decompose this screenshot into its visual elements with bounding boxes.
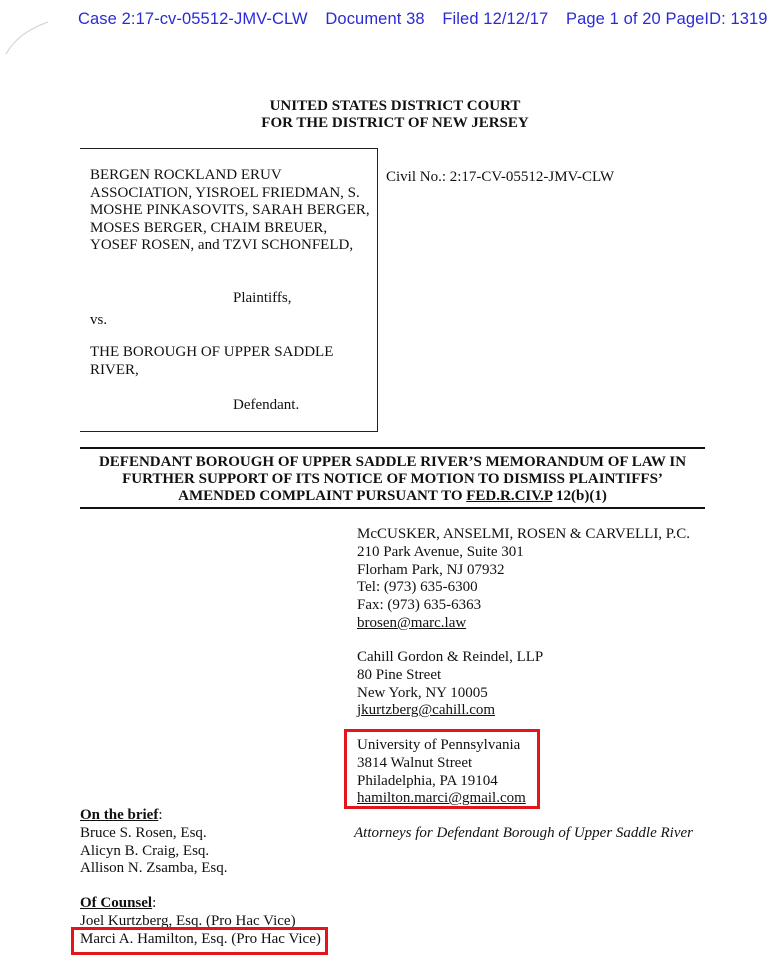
highlight-box-hamilton (71, 927, 328, 955)
of-counsel-colon: : (152, 895, 157, 911)
firm-city: Philadelphia, PA 19104 (357, 772, 498, 789)
attorneys-for: Attorneys for Defendant Borough of Upper Saddle River (354, 825, 693, 841)
firm-street: 210 Park Avenue, Suite 301 (357, 543, 524, 560)
court-heading (0, 98, 783, 132)
list-item: Joel Kurtzberg, Esq. (Pro Hac Vice) (80, 912, 296, 929)
defendant-name: THE BOROUGH OF UPPER SADDLE RIVER, (90, 344, 334, 378)
court-line-2: FOR THE DISTRICT OF NEW JERSEY (261, 115, 529, 131)
list-item: Alicyn B. Craig, Esq. (80, 842, 210, 859)
firm-city: Florham Park, NJ 07932 (357, 561, 505, 578)
highlight-box-penn (344, 729, 540, 809)
title-line-1: DEFENDANT BOROUGH OF UPPER SADDLE RIVER’S MEMORANDUM OF LAW IN (98, 454, 687, 470)
firm-fax: Fax: (973) 635-6363 (357, 597, 482, 614)
filed-date: Filed 12/12/17 (442, 10, 549, 28)
civil-number: Civil No.: 2:17-CV-05512-JMV-CLW (386, 169, 615, 185)
on-brief-block (80, 807, 228, 878)
on-brief-heading: On the brief (80, 807, 159, 823)
list-item: Allison N. Zsamba, Esq. (80, 860, 228, 877)
plaintiffs-names: BERGEN ROCKLAND ERUV ASSOCIATION, YISROEL FRIEDMAN, S. MOSHE PINKASOVITS, SARAH BERGER, MOSES BERGER, CHAIM BREUER, YOSEF ROSEN, and TZVI SCHONFELD, (90, 167, 370, 253)
firm-block-mccusker (357, 526, 690, 633)
filing-header (78, 10, 781, 29)
firm-email-link[interactable]: jkurtzberg@cahill.com (357, 702, 496, 719)
case-number: Case 2:17-cv-05512-JMV-CLW (78, 10, 308, 28)
firm-name: University of Pennsylvania (357, 737, 521, 753)
on-brief-heading-row (80, 807, 228, 825)
document-title (80, 454, 705, 505)
firm-name: Cahill Gordon & Reindel, LLP (357, 649, 544, 665)
rule-citation-link[interactable]: FED.R.CIV.P (466, 488, 553, 504)
defendant-label: Defendant. (233, 397, 300, 413)
title-rule-top (80, 447, 705, 449)
list-item: Marci A. Hamilton, Esq. (Pro Hac Vice) (80, 930, 321, 947)
pen-stroke-icon (4, 18, 52, 58)
firm-street: 3814 Walnut Street (357, 754, 473, 771)
court-line-1: UNITED STATES DISTRICT COURT (269, 98, 521, 114)
list-item: Bruce S. Rosen, Esq. (80, 824, 207, 841)
firm-email-link[interactable]: hamilton.marci@gmail.com (357, 790, 526, 807)
plaintiffs-label: Plaintiffs, (233, 290, 292, 306)
versus-label: vs. (90, 312, 108, 328)
of-counsel-heading: Of Counsel (80, 895, 153, 911)
title-line-2: FURTHER SUPPORT OF ITS NOTICE OF MOTION TO DISMISS PLAINTIFFS’ (122, 471, 663, 487)
firm-email-link[interactable]: brosen@marc.law (357, 614, 467, 631)
on-brief-colon: : (158, 807, 163, 823)
title-line-3-text: AMENDED COMPLAINT PURSUANT TO (178, 488, 467, 504)
firm-tel: Tel: (973) 635-6300 (357, 579, 478, 596)
firm-street: 80 Pine Street (357, 666, 442, 683)
title-line-3-suffix: 12(b)(1) (552, 488, 607, 504)
document-number: Document 38 (325, 10, 425, 28)
firm-name: McCUSKER, ANSELMI, ROSEN & CARVELLI, P.C. (357, 526, 690, 542)
page-info: Page 1 of 20 PageID: 1319 (566, 10, 768, 28)
title-line-3 (80, 488, 705, 505)
of-counsel-heading-row (80, 895, 321, 913)
title-rule-bottom (80, 507, 705, 509)
firm-block-cahill (357, 649, 543, 720)
firm-city: New York, NY 10005 (357, 684, 488, 701)
